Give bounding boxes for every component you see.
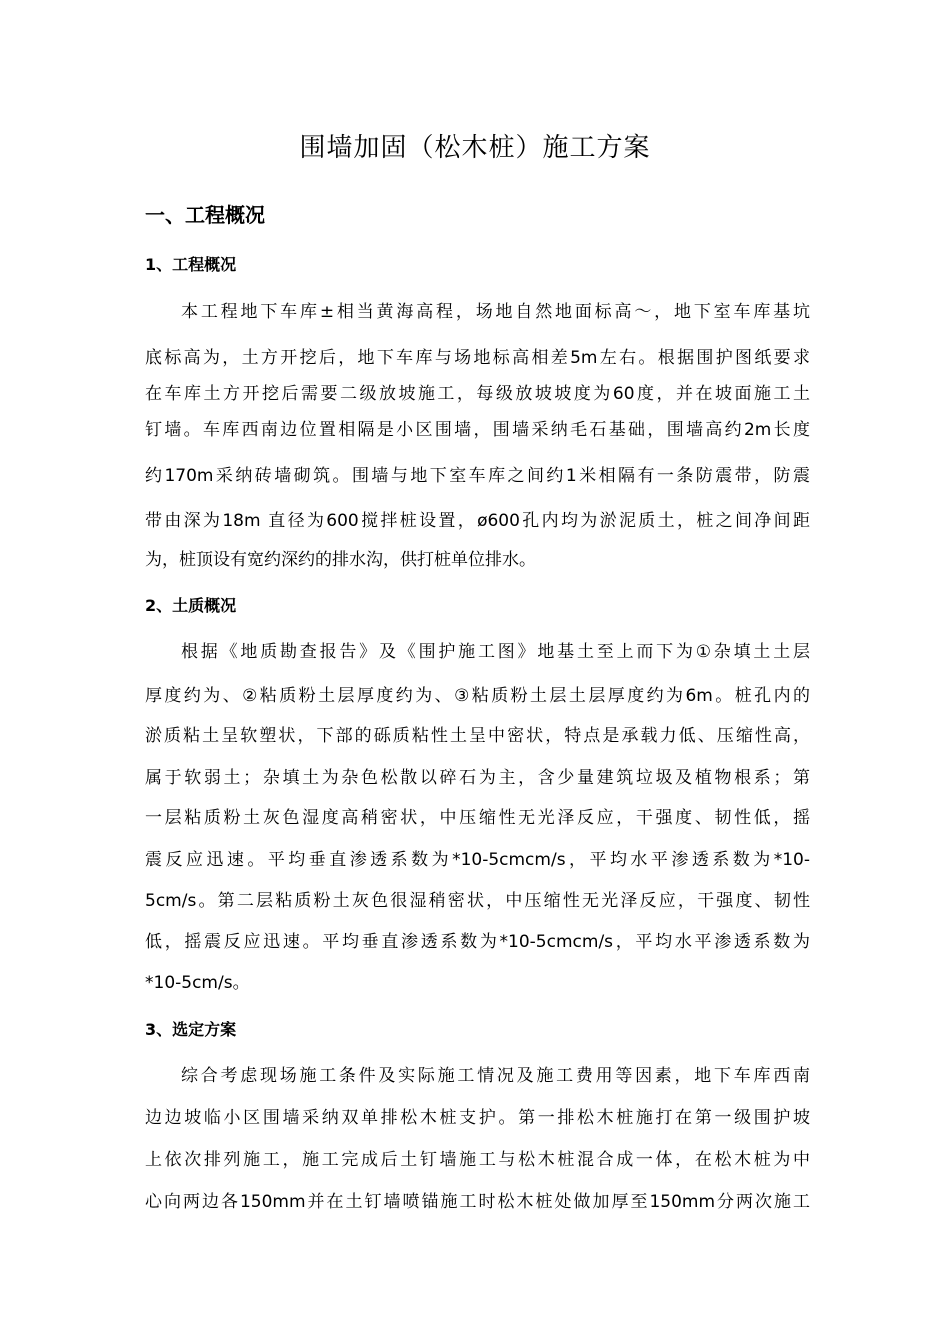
paragraph-line: 根据《地质勘查报告》及《围护施工图》地基土至上而下为①杂填土土层	[181, 642, 810, 662]
paragraph-line: 综合考虑现场施工条件及实际施工情况及施工费用等因素，地下车库西南	[181, 1066, 810, 1086]
paragraph-line: 心向两边各150mm并在土钉墙喷锚施工时松木桩处做加厚至150mm分两次施工	[145, 1192, 810, 1212]
paragraph-line: 5cm/s。第二层粘质粉土灰色很湿稍密状，中压缩性无光泽反应，干强度、韧性	[145, 891, 810, 911]
subsection-heading-2: 2、土质概况	[145, 596, 237, 615]
paragraph-line: 震反应迅速。平均垂直渗透系数为*10-5cmcm/s，平均水平渗透系数为*10-	[145, 850, 810, 870]
paragraph-line: *10-5cm/s。	[145, 973, 250, 993]
paragraph-line: 一层粘质粉土灰色湿度高稍密状，中压缩性无光泽反应，干强度、韧性低，摇	[145, 808, 810, 828]
paragraph-line: 属于软弱土；杂填土为杂色松散以碎石为主，含少量建筑垃圾及植物根系；第	[145, 768, 810, 788]
document-title: 围墙加固（松木桩）施工方案	[299, 133, 651, 163]
section-heading-1: 一、工程概况	[145, 203, 265, 227]
paragraph-line: 带由深为18m 直径为600搅拌桩设置，ø600孔内均为淤泥质土，桩之间净间距	[145, 511, 810, 531]
paragraph-line: 低，摇震反应迅速。平均垂直渗透系数为*10-5cmcm/s，平均水平渗透系数为	[145, 932, 810, 952]
paragraph-line: 底标高为，土方开挖后，地下车库与场地标高相差5m左右。根据围护图纸要求	[145, 348, 810, 368]
paragraph-line: 淤质粘土呈软塑状，下部的砾质粘性土呈中密状，特点是承载力低、压缩性高，	[145, 726, 810, 746]
paragraph-line: 本工程地下车库±相当黄海高程，场地自然地面标高～，地下室车库基坑	[181, 302, 810, 322]
paragraph-line: 为，桩顶设有宽约深约的排水沟，供打桩单位排水。	[145, 550, 536, 570]
paragraph-line: 在车库土方开挖后需要二级放坡施工，每级放坡坡度为60度，并在坡面施工土	[145, 384, 810, 404]
paragraph-line: 上依次排列施工，施工完成后土钉墙施工与松木桩混合成一体，在松木桩为中	[145, 1150, 810, 1170]
paragraph-line: 边边坡临小区围墙采纳双单排松木桩支护。第一排松木桩施打在第一级围护坡	[145, 1108, 810, 1128]
subsection-heading-3: 3、选定方案	[145, 1020, 237, 1039]
paragraph-line: 厚度约为、②粘质粉土层厚度约为、③粘质粉土层土层厚度约为6m。桩孔内的	[145, 686, 810, 706]
subsection-heading-1: 1、工程概况	[145, 255, 237, 274]
paragraph-line: 约170m采纳砖墙砌筑。围墙与地下室车库之间约1米相隔有一条防震带，防震	[145, 466, 810, 486]
paragraph-line: 钉墙。车库西南边位置相隔是小区围墙，围墙采纳毛石基础，围墙高约2m长度	[145, 420, 810, 440]
